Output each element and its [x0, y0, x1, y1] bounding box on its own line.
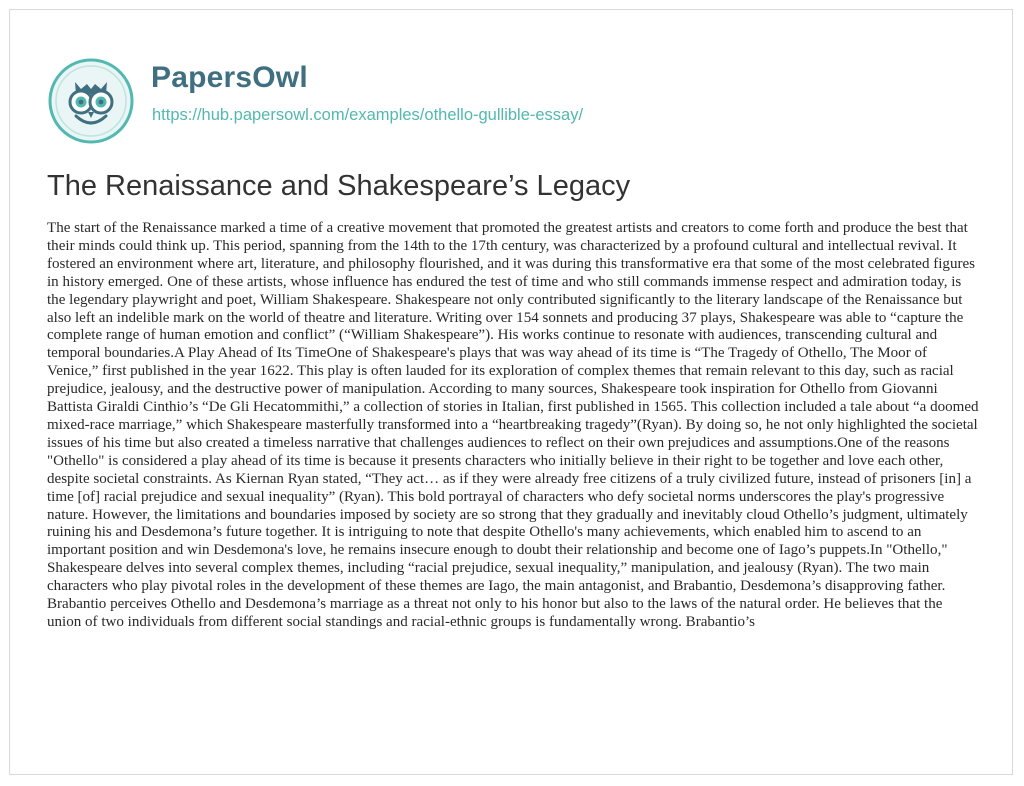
owl-icon	[48, 58, 134, 144]
page-title: The Renaissance and Shakespeare’s Legacy	[47, 170, 631, 202]
essay-body: The start of the Renaissance marked a time of a creative movement that promoted the greatest artists and creators to come forth and produce the best that their minds could think up. This period, spanning from the 14th to the 17th century, was characterized by a profound cultural and intellectual revival. It fostered an environment where art, literature, and philosophy flourished, and it was during this transformative era that some of the most celebrated figures in history emerged. One of these artists, whose influence has endured the test of time and who still commands immense respect and admiration today, is the legendary playwright and poet, William Shakespeare. Shakespeare not only contributed significantly to the literary landscape of the Renaissance but also left an indelible mark on the world of theatre and literature. Writing over 154 sonnets and producing 37 plays, Shakespeare was able to “capture the complete range of human emotion and conflict” (“William Shakespeare”). His works continue to resonate with audiences, transcending cultural and temporal boundaries.A Play Ahead of Its TimeOne of Shakespeare's plays that was way ahead of its time is “The Tragedy of Othello, The Moor of Venice,” first published in the year 1622. This play is often lauded for its exploration of complex themes that remain relevant to this day, such as racial prejudice, jealousy, and the destructive power of manipulation. According to many sources, Shakespeare took inspiration for Othello from Giovanni Battista Giraldi Cinthio’s “De Gli Hecatommithi,” a collection of stories in Italian, first published in 1565. This collection included a tale about “a doomed mixed-race marriage,” which Shakespeare masterfully transformed into a “heartbreaking tragedy”(Ryan). By doing so, he not only highlighted the societal issues of his time but also created a timeless narrative that challenges audiences to reflect on their own prejudices and assumptions.One of the reasons "Othello" is considered a play ahead of its time is because it presents characters who initially believe in their right to be together and love each other, despite societal constraints. As Kiernan Ryan stated, “They act… as if they were already free citizens of a truly civilized future, instead of prisoners [in] a time [of] racial prejudice and sexual inequality” (Ryan). This bold portrayal of characters who defy societal norms underscores the play's progressive nature. However, the limitations and boundaries imposed by society are so strong that they gradually and inevitably cloud Othello’s judgment, ultimately ruining his and Desdemona’s future together. It is intriguing to note that despite Othello's many achievements, which enabled him to ascend to an important position and win Desdemona's love, he remains insecure enough to doubt their relationship and become one of Iago’s puppets.In "Othello," Shakespeare delves into several complex themes, including “racial prejudice, sexual inequality,” manipulation, and jealousy (Ryan). The two main characters who play pivotal roles in the development of these themes are Iago, the main antagonist, and Brabantio, Desdemona’s disapproving father. Brabantio perceives Othello and Desdemona’s marriage as a threat not only to his honor but also to the laws of the natural order. He believes that the union of two individuals from different social standings and racial-ethnic groups is fundamentally wrong. Brabantio’s	[47, 220, 979, 630]
source-url-link[interactable]: https://hub.papersowl.com/examples/othello-gullible-essay/	[152, 106, 584, 124]
brand-name: PapersOwl	[151, 61, 308, 94]
